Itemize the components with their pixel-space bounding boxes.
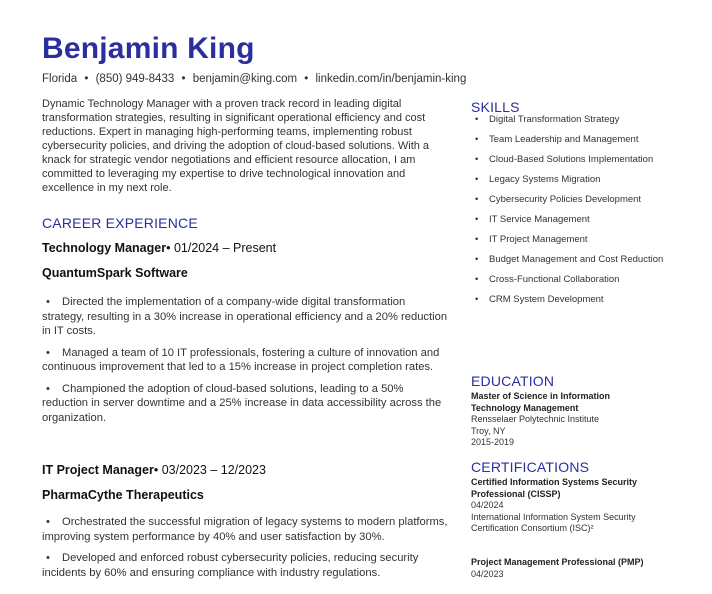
education-heading: EDUCATION	[471, 373, 555, 389]
location: Florida	[42, 73, 78, 85]
certification-date: 04/2023	[471, 568, 504, 579]
skill-item: • IT Project Management	[475, 234, 588, 245]
education-entry	[471, 391, 661, 449]
bullet-item: • Managed a team of 10 IT professionals, fostering a culture of innovation and continuous improvement that led to a 15% increase in project completion rates.	[42, 346, 440, 373]
certifications-heading: CERTIFICATIONS	[471, 459, 590, 475]
summary-paragraph: Dynamic Technology Manager with a proven track record in leading digital transformation strategies, resulting in significant operational efficiency and cost reductions. Expert in managing high-performing teams, implementing robust cybersecurity policies, and driving the adoption of cloud-based solutions. With a knack for strategic vendor negotiations and efficient resource allocation, I am committed to leveraging my expertise to drive technological innovation and excellence in my next role.	[42, 98, 430, 194]
contact-line	[42, 73, 466, 85]
job-dates: • 03/2023 – 12/2023	[153, 463, 266, 477]
job-dates: • 01/2024 – Present	[166, 241, 277, 255]
skill-item: • Digital Transformation Strategy	[475, 114, 620, 125]
job-bullets	[42, 515, 448, 587]
career-heading: CAREER EXPERIENCE	[42, 215, 198, 231]
skills-heading: SKILLS	[471, 99, 520, 115]
separator: •	[304, 73, 309, 85]
certification-date: 04/2024	[471, 500, 504, 510]
bullet-item: • Orchestrated the successful migration of legacy systems to modern platforms, improving system performance by 40% and user satisfaction by 30%.	[42, 516, 448, 543]
skill-item: • Legacy Systems Migration	[475, 174, 601, 185]
certification-name: Project Management Professional (PMP)	[471, 557, 644, 567]
candidate-name: Benjamin King	[42, 32, 255, 65]
job-title-1	[42, 241, 276, 255]
separator: •	[84, 73, 89, 85]
bullet-item: • Directed the implementation of a company-wide digital transformation strategy, resulting in a 30% increase in operational efficiency and a 20% reduction in IT costs.	[42, 296, 448, 337]
company-name: PharmaCythe Therapeutics	[42, 488, 204, 502]
company-name: QuantumSpark Software	[42, 266, 188, 280]
separator: •	[181, 73, 186, 85]
skills-list	[475, 114, 665, 314]
bullet-item: • Developed and enforced robust cybersecurity policies, reducing security incidents by 60% and ensuring compliance with industry regulations.	[42, 552, 419, 579]
skill-item: • CRM System Development	[475, 294, 604, 305]
email-link[interactable]: benjamin@king.com	[192, 73, 298, 85]
job-role: Technology Manager	[42, 241, 167, 255]
certification-entry	[471, 477, 661, 535]
linkedin-link[interactable]: linkedin.com/in/benjamin-king	[315, 73, 467, 85]
skill-item: • Budget Management and Cost Reduction	[475, 254, 664, 265]
job-role: IT Project Manager	[42, 463, 154, 477]
phone: (850) 949-8433	[95, 73, 175, 85]
certification-name: Certified Information Systems Security Professional (CISSP)	[471, 477, 638, 499]
degree: Master of Science in Information Technology Management	[471, 391, 611, 413]
education-years: 2015-2019	[471, 437, 515, 447]
bullet-item: • Championed the adoption of cloud-based solutions, leading to a 50% reduction in server downtime and a 25% increase in data accessibility across the organization.	[42, 382, 442, 424]
skill-item: • Cybersecurity Policies Development	[475, 194, 642, 205]
job-bullets	[42, 295, 448, 432]
skill-item: • IT Service Management	[475, 214, 590, 225]
school-location: Troy, NY	[471, 425, 506, 436]
job-title-2	[42, 463, 266, 477]
skill-item: • Cross-Functional Collaboration	[475, 274, 620, 285]
school: Rensselaer Polytechnic Institute	[471, 414, 600, 424]
skill-item: • Cloud-Based Solutions Implementation	[475, 154, 654, 165]
certification-entry	[471, 557, 661, 580]
certification-issuer: International Information System Security Certification Consortium (ISC)²	[471, 511, 636, 533]
skill-item: • Team Leadership and Management	[475, 134, 639, 145]
